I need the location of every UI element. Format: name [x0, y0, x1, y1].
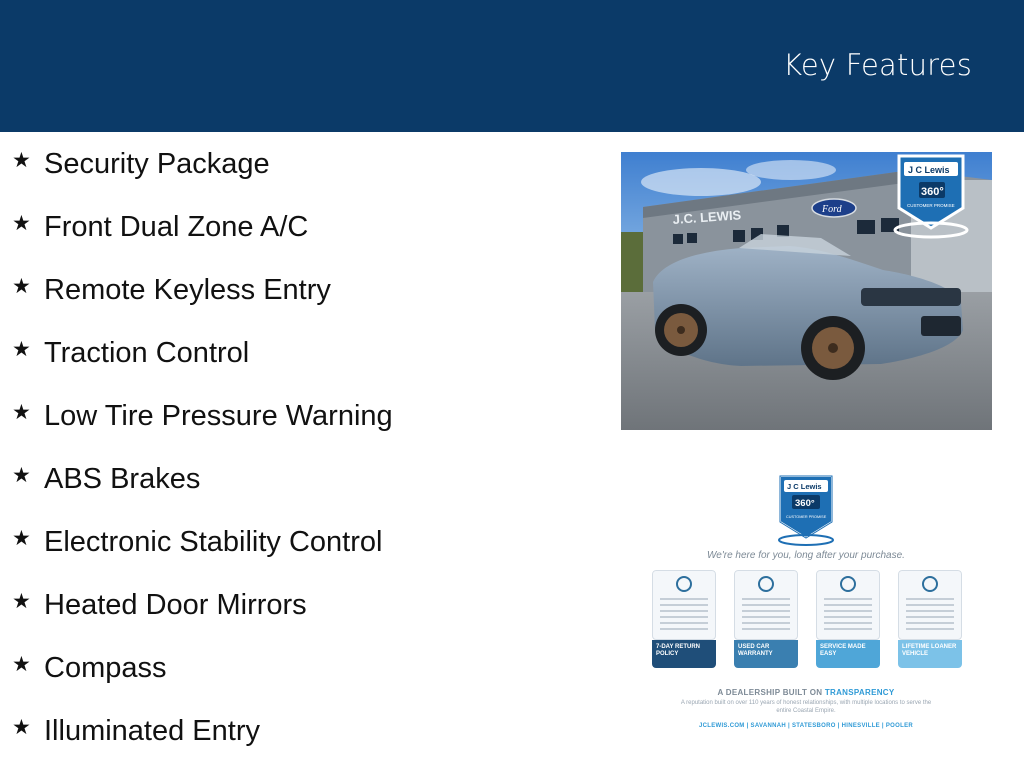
promise-heading-accent: TRANSPARENCY	[824, 688, 895, 697]
promise-locations: JCLEWIS.COM | SAVANNAH | STATESBORO | HINESVILLE | POOLER	[698, 723, 914, 729]
feature-label: Security Package	[44, 148, 270, 180]
star-icon: ★	[12, 653, 31, 676]
feature-item	[12, 146, 393, 209]
star-icon: ★	[12, 212, 31, 235]
star-icon: ★	[12, 275, 31, 298]
star-icon: ★	[12, 527, 31, 550]
feature-item	[12, 272, 393, 335]
customer-promise-badge	[776, 472, 836, 548]
promise-heading-prefix: A DEALERSHIP BUILT ON	[717, 688, 825, 697]
badge-number: 360°	[921, 186, 944, 198]
feature-label: Remote Keyless Entry	[44, 274, 331, 306]
feature-label: Low Tire Pressure Warning	[44, 400, 393, 432]
feature-label: ABS Brakes	[44, 463, 201, 495]
feature-label: Compass	[44, 652, 167, 684]
star-icon: ★	[12, 401, 31, 424]
promise-card	[816, 570, 880, 668]
star-icon: ★	[12, 590, 31, 613]
promise-card-label: USED CAR WARRANTY	[738, 644, 773, 657]
feature-label: Electronic Stability Control	[44, 526, 383, 558]
dollar-cycle-icon	[676, 576, 692, 592]
promise-cards	[652, 570, 962, 668]
vehicle-photo	[621, 152, 992, 430]
header-bar	[0, 0, 1024, 132]
star-icon: ★	[12, 464, 31, 487]
promise-card-label: SERVICE MADE EASY	[820, 644, 866, 657]
feature-label: Traction Control	[44, 337, 250, 369]
badge-check-icon	[758, 576, 774, 592]
feature-item	[12, 587, 393, 650]
promise-badge-brand: J C Lewis	[787, 482, 822, 491]
key-features-list	[12, 146, 393, 768]
customer-promise-graphic	[646, 472, 966, 742]
feature-label: Front Dual Zone A/C	[44, 211, 309, 243]
feature-item	[12, 335, 393, 398]
star-icon: ★	[12, 338, 31, 361]
star-icon: ★	[12, 149, 31, 172]
feature-item	[12, 398, 393, 461]
dealer-sign: J.C. LEWIS	[672, 207, 742, 227]
feature-item	[12, 461, 393, 524]
feature-item	[12, 650, 393, 713]
page-title: Key Features	[783, 48, 972, 82]
promise-subtext: A reputation built on over 110 years of honest relationships, with multiple locations to serve the entire Coastal Empire.	[680, 700, 932, 714]
promise-card-label: 7-DAY RETURN POLICY	[656, 644, 701, 657]
promise-card-label: LIFETIME LOANER VEHICLE	[902, 644, 957, 657]
star-icon: ★	[12, 716, 31, 739]
key-fob-icon	[922, 576, 938, 592]
promise-card	[652, 570, 716, 668]
feature-label: Heated Door Mirrors	[44, 589, 307, 621]
promise-tagline: We're here for you, long after your purchase.	[707, 550, 905, 561]
feature-item	[12, 713, 393, 768]
house-car-icon	[840, 576, 856, 592]
badge-brand: J C Lewis	[908, 165, 950, 175]
promise-card	[734, 570, 798, 668]
feature-item	[12, 209, 393, 272]
feature-label: Illuminated Entry	[44, 715, 260, 747]
ford-logo: Ford	[822, 204, 842, 215]
badge-caption: CUSTOMER PROMISE	[907, 203, 955, 208]
promise-card	[898, 570, 962, 668]
promise-badge-number: 360°	[795, 498, 815, 509]
promise-badge-caption: CUSTOMER PROMISE	[786, 515, 827, 519]
feature-item	[12, 524, 393, 587]
promise-heading	[646, 688, 966, 697]
